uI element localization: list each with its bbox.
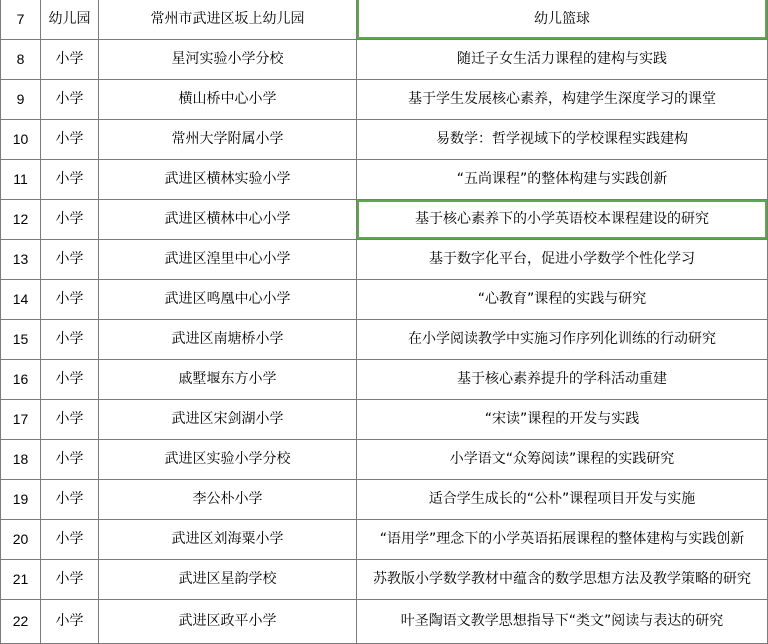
table-row <box>1 280 768 320</box>
cell-project-title[interactable]: 在小学阅读教学中实施习作序列化训练的行动研究 <box>357 320 768 360</box>
cell-number[interactable]: 14 <box>1 280 41 320</box>
cell-school-name[interactable]: 武进区南塘桥小学 <box>99 320 357 360</box>
table-row <box>1 120 768 160</box>
cell-number[interactable]: 13 <box>1 240 41 280</box>
table-row <box>1 80 768 120</box>
table-row <box>1 0 768 40</box>
cell-school-type[interactable]: 小学 <box>41 240 99 280</box>
cell-number[interactable]: 9 <box>1 80 41 120</box>
cell-project-title[interactable]: 苏教版小学数学教材中蕴含的数学思想方法及教学策略的研究 <box>357 560 768 600</box>
cell-school-type[interactable]: 小学 <box>41 80 99 120</box>
table-row <box>1 320 768 360</box>
cell-school-name[interactable]: 武进区横林实验小学 <box>99 160 357 200</box>
cell-number[interactable]: 21 <box>1 560 41 600</box>
cell-project-title[interactable]: 基于核心素养下的小学英语校本课程建设的研究 <box>357 200 768 240</box>
cell-school-type[interactable]: 幼儿园 <box>41 0 99 40</box>
cell-number[interactable]: 7 <box>1 0 41 40</box>
cell-school-name[interactable]: 常州大学附属小学 <box>99 120 357 160</box>
cell-project-title[interactable]: “语用学”理念下的小学英语拓展课程的整体建构与实践创新 <box>357 520 768 560</box>
cell-school-name[interactable]: 横山桥中心小学 <box>99 80 357 120</box>
cell-school-name[interactable]: 李公朴小学 <box>99 480 357 520</box>
cell-number[interactable]: 17 <box>1 400 41 440</box>
cell-school-name[interactable]: 武进区横林中心小学 <box>99 200 357 240</box>
cell-school-type[interactable]: 小学 <box>41 200 99 240</box>
table-row <box>1 480 768 520</box>
cell-project-title[interactable]: 基于学生发展核心素养，构建学生深度学习的课堂 <box>357 80 768 120</box>
cell-school-name[interactable]: 武进区鸣凰中心小学 <box>99 280 357 320</box>
table-row <box>1 600 768 644</box>
cell-school-type[interactable]: 小学 <box>41 320 99 360</box>
cell-school-type[interactable]: 小学 <box>41 600 99 644</box>
cell-number[interactable]: 20 <box>1 520 41 560</box>
cell-school-name[interactable]: 武进区政平小学 <box>99 600 357 644</box>
cell-school-name[interactable]: 武进区宋剑湖小学 <box>99 400 357 440</box>
cell-school-name[interactable]: 星河实验小学分校 <box>99 40 357 80</box>
cell-school-type[interactable]: 小学 <box>41 160 99 200</box>
cell-number[interactable]: 10 <box>1 120 41 160</box>
cell-number[interactable]: 11 <box>1 160 41 200</box>
cell-school-name[interactable]: 常州市武进区坂上幼儿园 <box>99 0 357 40</box>
cell-number[interactable]: 8 <box>1 40 41 80</box>
table-row <box>1 440 768 480</box>
cell-school-type[interactable]: 小学 <box>41 480 99 520</box>
table-body <box>1 0 768 644</box>
table-row <box>1 400 768 440</box>
cell-school-type[interactable]: 小学 <box>41 560 99 600</box>
cell-project-title[interactable]: “宋读”课程的开发与实践 <box>357 400 768 440</box>
cell-school-type[interactable]: 小学 <box>41 520 99 560</box>
table-row <box>1 520 768 560</box>
cell-school-type[interactable]: 小学 <box>41 360 99 400</box>
cell-school-type[interactable]: 小学 <box>41 400 99 440</box>
cell-project-title[interactable]: 易数学：哲学视域下的学校课程实践建构 <box>357 120 768 160</box>
table-row <box>1 240 768 280</box>
cell-number[interactable]: 15 <box>1 320 41 360</box>
cell-project-title[interactable]: 小学语文“众筹阅读”课程的实践研究 <box>357 440 768 480</box>
cell-project-title[interactable]: “五尚课程”的整体构建与实践创新 <box>357 160 768 200</box>
cell-school-type[interactable]: 小学 <box>41 40 99 80</box>
cell-project-title[interactable]: 随迁子女生活力课程的建构与实践 <box>357 40 768 80</box>
table-row <box>1 560 768 600</box>
cell-number[interactable]: 22 <box>1 600 41 644</box>
cell-project-title[interactable]: 幼儿篮球 <box>357 0 768 40</box>
cell-school-type[interactable]: 小学 <box>41 440 99 480</box>
cell-number[interactable]: 18 <box>1 440 41 480</box>
table-row <box>1 200 768 240</box>
cell-project-title[interactable]: 适合学生成长的“公朴”课程项目开发与实施 <box>357 480 768 520</box>
cell-project-title[interactable]: 基于数字化平台，促进小学数学个性化学习 <box>357 240 768 280</box>
cell-school-name[interactable]: 武进区湟里中心小学 <box>99 240 357 280</box>
cell-school-name[interactable]: 武进区星韵学校 <box>99 560 357 600</box>
cell-number[interactable]: 16 <box>1 360 41 400</box>
cell-school-name[interactable]: 武进区实验小学分校 <box>99 440 357 480</box>
cell-school-name[interactable]: 武进区刘海粟小学 <box>99 520 357 560</box>
cell-project-title[interactable]: “心教育”课程的实践与研究 <box>357 280 768 320</box>
cell-number[interactable]: 12 <box>1 200 41 240</box>
table-row <box>1 360 768 400</box>
table-row <box>1 160 768 200</box>
table-row <box>1 40 768 80</box>
cell-school-name[interactable]: 戚墅堰东方小学 <box>99 360 357 400</box>
cell-number[interactable]: 19 <box>1 480 41 520</box>
cell-project-title[interactable]: 叶圣陶语文教学思想指导下“类文”阅读与表达的研究 <box>357 600 768 644</box>
cell-school-type[interactable]: 小学 <box>41 120 99 160</box>
cell-school-type[interactable]: 小学 <box>41 280 99 320</box>
cell-project-title[interactable]: 基于核心素养提升的学科活动重建 <box>357 360 768 400</box>
